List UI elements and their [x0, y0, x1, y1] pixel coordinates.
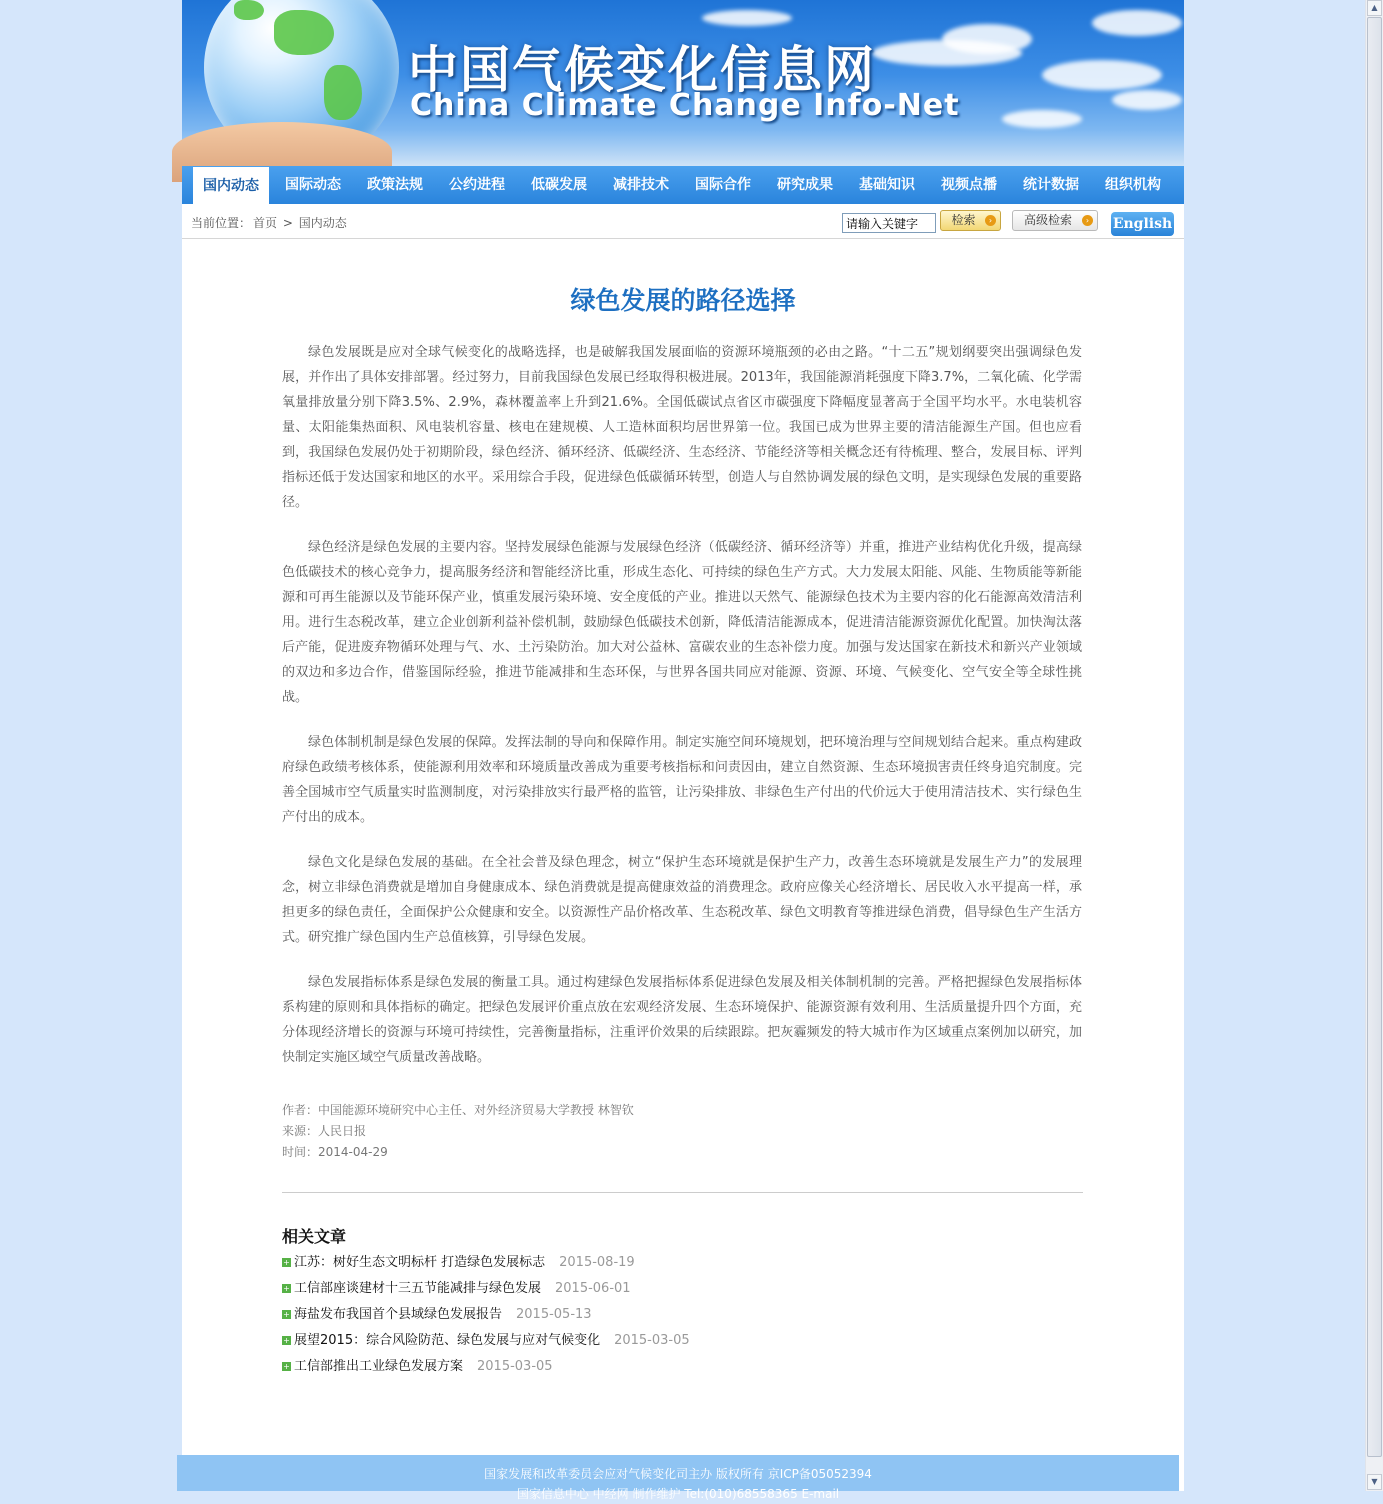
nav-item-video[interactable]: 视频点播 — [941, 177, 997, 193]
list-item — [282, 1356, 690, 1382]
nav-item-research[interactable]: 研究成果 — [777, 177, 833, 193]
article-paragraph: 绿色体制机制是绿色发展的保障。发挥法制的导向和保障作用。制定实施空间环境规划，把环境治理与空间规划结合起来。重点构建政府绿色政绩考核体系，使能源利用效率和环境质量改善成为重要考核指标和问责因由，建立自然资源、生态环境损害责任终身追究制度。完善全国城市空气质量实时监测制度，对污染排放实行最严格的监管，让污染排放、非绿色生产付出的代价远大于使用清洁技术、实行绿色生产付出的成本。 — [282, 735, 1082, 825]
footer-copyright: 国家发展和改革委员会应对气候变化司主办 版权所有 京ICP备05052394 — [484, 1467, 872, 1481]
article-source: 来源：人民日报 — [282, 1124, 367, 1138]
related-article-link[interactable]: 工信部推出工业绿色发展方案 — [294, 1359, 464, 1374]
arrow-right-icon: › — [1082, 215, 1093, 226]
english-button[interactable]: English — [1111, 212, 1174, 236]
nav-item-low-carbon[interactable]: 低碳发展 — [531, 177, 587, 193]
article-meta — [282, 1100, 634, 1163]
list-item — [282, 1330, 690, 1356]
search-input[interactable] — [842, 213, 936, 233]
page-column — [182, 0, 1184, 1491]
advanced-search-button[interactable] — [1012, 210, 1098, 231]
site-footer — [177, 1455, 1179, 1501]
plus-bullet-icon: + — [283, 1362, 290, 1371]
article-paragraph: 绿色文化是绿色发展的基础。在全社会普及绿色理念，树立“保护生态环境就是保护生产力，改善生态环境就是发展生产力”的发展理念，树立非绿色消费就是增加自身健康成本、绿色消费就是提高健康效益的消费理念。政府应像关心经济增长、居民收入水平提高一样，承担更多的绿色责任，全面保护公众健康和安全。以资源性产品价格改革、生态税改革、绿色文明教育等推进绿色消费，倡导绿色生产生活方式。研究推广绿色国内生产总值核算，引导绿色发展。 — [282, 855, 1082, 945]
related-article-link[interactable]: 江苏：树好生态文明标杆 打造绿色发展标志 — [294, 1255, 546, 1270]
article-paragraph: 绿色经济是绿色发展的主要内容。坚持发展绿色能源与发展绿色经济（低碳经济、循环经济等）并重，推进产业结构优化升级，提高绿色低碳技术的核心竞争力，提高服务经济和智能经济比重，形成生态化、可持续的绿色生产方式。大力发展太阳能、风能、生物质能等新能源和可再生能源以及节能环保产业，慎重发展污染环境、安全度低的产业。推进以天然气、能源绿色技术为主要内容的化石能源高效清洁利用。进行生态税改革，建立企业创新利益补偿机制，鼓励绿色低碳技术创新，降低清洁能源成本，促进清洁能源资源优化配置。加快淘汰落后产能，促进废弃物循环处理与气、水、土污染防治。加大对公益林、富碳农业的生态补偿力度。加强与发达国家在新技术和新兴产业领域的双边和多边合作，借鉴国际经验，推进节能减排和生态环保，与世界各国共同应对能源、资源、环境、气候变化、空气安全等全球性挑战。 — [282, 540, 1082, 705]
main-nav — [182, 166, 1184, 204]
breadcrumb-current[interactable]: 国内动态 — [298, 216, 347, 230]
divider — [282, 1192, 1083, 1193]
related-article-date: 2015-03-05 — [477, 1359, 553, 1374]
related-article-date: 2015-06-01 — [555, 1281, 631, 1296]
related-article-date: 2015-08-19 — [559, 1255, 635, 1270]
article-time: 时间：2014-04-29 — [282, 1145, 388, 1159]
nav-item-statistics[interactable]: 统计数据 — [1023, 177, 1079, 193]
scroll-up-icon[interactable]: ▲ — [1367, 0, 1382, 16]
article-title: 绿色发展的路径选择 — [570, 286, 796, 315]
site-title: 中国气候变化信息网 — [408, 41, 876, 99]
nav-item-convention[interactable]: 公约进程 — [449, 177, 505, 193]
search-button-label: 检索 — [951, 213, 976, 227]
article-author: 作者：中国能源环境研究中心主任、对外经济贸易大学教授 林智钦 — [282, 1103, 634, 1117]
nav-item-emission-tech[interactable]: 减排技术 — [613, 177, 669, 193]
advanced-search-label: 高级检索 — [1023, 213, 1072, 227]
nav-item-cooperation[interactable]: 国际合作 — [695, 177, 751, 193]
article-body — [282, 340, 1082, 1090]
breadcrumb-prefix: 当前位置： — [191, 216, 252, 230]
nav-item-basics[interactable]: 基础知识 — [859, 177, 915, 193]
site-banner — [182, 0, 1184, 166]
related-articles-list — [282, 1252, 690, 1382]
nav-item-policies[interactable]: 政策法规 — [367, 177, 423, 193]
related-article-link[interactable]: 展望2015：综合风险防范、绿色发展与应对气候变化 — [294, 1333, 601, 1348]
nav-item-domestic-news[interactable]: 国内动态 — [193, 167, 269, 204]
list-item — [282, 1278, 690, 1304]
article-paragraph: 绿色发展既是应对全球气候变化的战略选择，也是破解我国发展面临的资源环境瓶颈的必由之路。“十二五”规划纲要突出强调绿色发展，并作出了具体安排部署。经过努力，目前我国绿色发展已经取得积极进展。2013年，我国能源消耗强度下降3.7%，二氧化硫、化学需氧量排放量分别下降3.5%、2.9%，森林覆盖率上升到21.6%。全国低碳试点省区市碳强度下降幅度显著高于全国平均水平。水电装机容量、太阳能集热面积、风电装机容量、核电在建规模、人工造林面积均居世界第一位。我国已成为世界主要的清洁能源生产国。但也应看到，我国绿色发展仍处于初期阶段，绿色经济、循环经济、低碳经济、生态经济、节能经济等相关概念还有待梳理、整合，发展目标、评判指标还低于发达国家和地区的水平。采用综合手段，促进绿色低碳循环转型，创造人与自然协调发展的绿色文明，是实现绿色发展的重要路径。 — [282, 345, 1082, 510]
plus-bullet-icon: + — [283, 1310, 290, 1319]
scrollbar-thumb[interactable] — [1367, 17, 1382, 1457]
scroll-down-icon[interactable]: ▼ — [1367, 1474, 1382, 1490]
article-paragraph: 绿色发展指标体系是绿色发展的衡量工具。通过构建绿色发展指标体系促进绿色发展及相关体制机制的完善。严格把握绿色发展指标体系构建的原则和具体指标的确定。把绿色发展评价重点放在宏观经济发展、生态环境保护、能源资源有效利用、生活质量提升四个方面，充分体现经济增长的资源与环境可持续性，完善衡量指标，注重评价效果的后续跟踪。把灰霾频发的特大城市作为区域重点案例加以研究，加快制定实施区域空气质量改善战略。 — [282, 975, 1082, 1065]
list-item — [282, 1252, 690, 1278]
breadcrumb-home-link[interactable]: 首页 — [253, 216, 278, 230]
related-article-link[interactable]: 工信部座谈建材十三五节能减排与绿色发展 — [294, 1281, 542, 1296]
vertical-scrollbar[interactable] — [1365, 0, 1383, 1491]
plus-bullet-icon: + — [283, 1336, 290, 1345]
nav-item-organization[interactable]: 组织机构 — [1105, 177, 1161, 193]
list-item — [282, 1304, 690, 1330]
related-article-date: 2015-05-13 — [516, 1307, 592, 1322]
plus-bullet-icon: + — [283, 1258, 290, 1267]
search-button[interactable] — [940, 210, 1001, 231]
arrow-right-icon: › — [985, 215, 996, 226]
related-article-date: 2015-03-05 — [614, 1333, 690, 1348]
related-articles-title: 相关文章 — [282, 1227, 347, 1246]
site-subtitle: China Climate Change Info-Net — [410, 88, 960, 123]
nav-item-international-news[interactable]: 国际动态 — [285, 177, 341, 193]
breadcrumb-separator: > — [282, 216, 293, 230]
breadcrumb — [191, 214, 349, 231]
plus-bullet-icon: + — [283, 1284, 290, 1293]
toolbar — [182, 204, 1184, 239]
related-article-link[interactable]: 海盐发布我国首个县域绿色发展报告 — [294, 1307, 503, 1322]
footer-maintainer: 国家信息中心 中经网 制作维护 Tel:(010)68558365 E-mail — [516, 1487, 840, 1501]
